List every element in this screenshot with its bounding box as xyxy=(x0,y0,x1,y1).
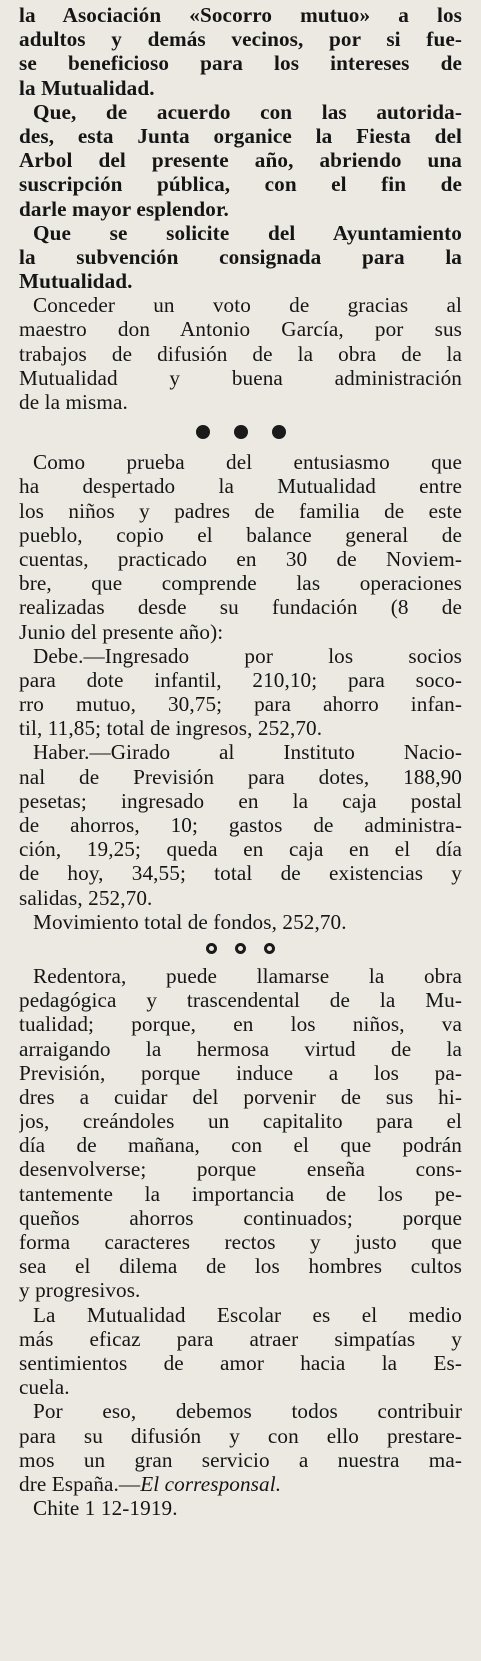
text-line: mos un gran servicio a nuestra ma- xyxy=(19,1447,462,1472)
text-line: Conceder un voto de gracias al xyxy=(33,293,462,318)
text-line: jos, creándoles un capitalito para el xyxy=(19,1109,462,1134)
section-separator-filled-dots xyxy=(19,414,462,450)
text-line: suscripción pública, con el fin de xyxy=(19,172,462,197)
text-line: la Asociación «Socorro mutuo» a los xyxy=(19,3,462,27)
filled-dot-icon xyxy=(272,425,286,439)
filled-dot-icon xyxy=(234,425,248,439)
text-line: darle mayor esplendor. xyxy=(19,196,229,221)
text-line: la Mutualidad. xyxy=(19,75,155,100)
text-line: tantemente la importancia de los pe- xyxy=(19,1181,462,1206)
text-line: desenvolverse; porque enseña cons- xyxy=(19,1157,462,1182)
text-line: adultos y demás vecinos, por si fue- xyxy=(19,27,462,52)
paragraph-haber xyxy=(19,740,462,909)
text-line: til, 11,85; total de ingresos, 252,70. xyxy=(19,716,323,741)
text-line: forma caracteres rectos y justo que xyxy=(19,1230,462,1254)
text-line: y progresivos. xyxy=(19,1278,141,1303)
text-line: Debe.—Ingresado por los socios xyxy=(33,643,462,668)
paragraph-redentora xyxy=(19,964,462,1303)
text-line: los niños y padres de familia de este xyxy=(19,498,462,523)
text-line: maestro don Antonio García, por sus xyxy=(19,317,462,342)
open-dot-icon xyxy=(206,943,217,954)
text-line: sentimientos de amor hacia la Es- xyxy=(19,1350,462,1375)
text-line: para dote infantil, 210,10; para soco- xyxy=(19,667,462,692)
text-line: Como prueba del entusiasmo que xyxy=(33,450,462,475)
text-line: cuentas, practicado en 30 de Noviem- xyxy=(19,546,462,571)
dateline-text: Chite 1 12-1919. xyxy=(33,1496,178,1521)
text-line: Haber.—Girado al Instituto Nacio- xyxy=(33,740,462,765)
signature: El corresponsal. xyxy=(140,1471,282,1496)
text-line: Arbol del presente año, abriendo una xyxy=(19,148,462,173)
text-line: pedagógica y trascendental de la Mu- xyxy=(19,988,462,1013)
open-dot-icon xyxy=(235,943,246,954)
text-line: Que se solicite del Ayuntamiento xyxy=(33,220,462,245)
paragraph-mutualidad-escolar xyxy=(19,1303,462,1400)
text-line: Junio del presente año): xyxy=(19,619,224,644)
text-line: de ahorros, 10; gastos de administra- xyxy=(19,813,462,837)
text-line: trabajos de difusión de la obra de la xyxy=(19,341,462,366)
text-line: de hoy, 34,55; total de existencias y xyxy=(19,861,462,886)
text-line: se beneficioso para los intereses de xyxy=(19,51,462,76)
open-dot-icon xyxy=(264,943,275,954)
text-line: nal de Previsión para dotes, 188,90 xyxy=(19,764,462,789)
article-column xyxy=(19,3,462,1520)
paragraph-conclusion xyxy=(19,1399,462,1496)
paragraph-balance-intro xyxy=(19,450,462,644)
paragraph-debe xyxy=(19,644,462,741)
text-line: rro mutuo, 30,75; para ahorro infan- xyxy=(19,692,462,717)
text-line: para su difusión y con ello prestare- xyxy=(19,1423,462,1448)
text-line-with-signature xyxy=(19,1472,462,1496)
text-line: des, esta Junta organice la Fiesta del xyxy=(19,123,462,148)
text-line: realizadas desde su fundación (8 de xyxy=(19,595,462,620)
text-line: cuela. xyxy=(19,1375,70,1400)
paragraph-mutualidad-socorro xyxy=(19,3,462,100)
text-line: Redentora, puede llamarse la obra xyxy=(33,963,462,988)
text-line: dres a cuidar del porvenir de sus hi- xyxy=(19,1084,462,1109)
text-line: queños ahorros continuados; porque xyxy=(19,1205,462,1230)
text-line: arraigando la hermosa virtud de la xyxy=(19,1036,462,1061)
text-line: pueblo, copio el balance general de xyxy=(19,522,462,547)
text-line: Movimiento total de fondos, 252,70. xyxy=(33,909,347,934)
text-line: bre, que comprende las operaciones xyxy=(19,571,462,596)
section-separator-open-dots xyxy=(19,934,462,964)
text-line: pesetas; ingresado en la caja postal xyxy=(19,788,462,813)
text-line: salidas, 252,70. xyxy=(19,885,153,910)
filled-dot-icon xyxy=(196,425,210,439)
text-line: tualidad; porque, en los niños, va xyxy=(19,1012,462,1037)
text-line: Mutualidad. xyxy=(19,269,133,294)
closing-text: dre España.— xyxy=(19,1471,141,1496)
paragraph-ayuntamiento xyxy=(19,221,462,294)
text-line: día de mañana, con el que podrán xyxy=(19,1133,462,1158)
text-line: de la misma. xyxy=(19,390,128,414)
paragraph-movimiento-total xyxy=(19,910,462,934)
text-line: ha despertado la Mutualidad entre xyxy=(19,474,462,499)
text-line: Previsión, porque induce a los pa- xyxy=(19,1060,462,1085)
paragraph-voto-gracias xyxy=(19,293,462,414)
text-line: más eficaz para atraer simpatías y xyxy=(19,1326,462,1351)
text-line: Mutualidad y buena administración xyxy=(19,365,462,390)
text-line: Por eso, debemos todos contribuir xyxy=(33,1399,462,1424)
text-line: Que, de acuerdo con las autorida- xyxy=(33,99,462,124)
text-line: ción, 19,25; queda en caja en el día xyxy=(19,837,462,862)
text-line: La Mutualidad Escolar es el medio xyxy=(33,1302,462,1327)
paragraph-fiesta-arbol xyxy=(19,100,462,221)
text-line: la subvención consignada para la xyxy=(19,244,462,269)
text-line: sea el dilema de los hombres cultos xyxy=(19,1254,462,1279)
dateline xyxy=(19,1496,462,1520)
